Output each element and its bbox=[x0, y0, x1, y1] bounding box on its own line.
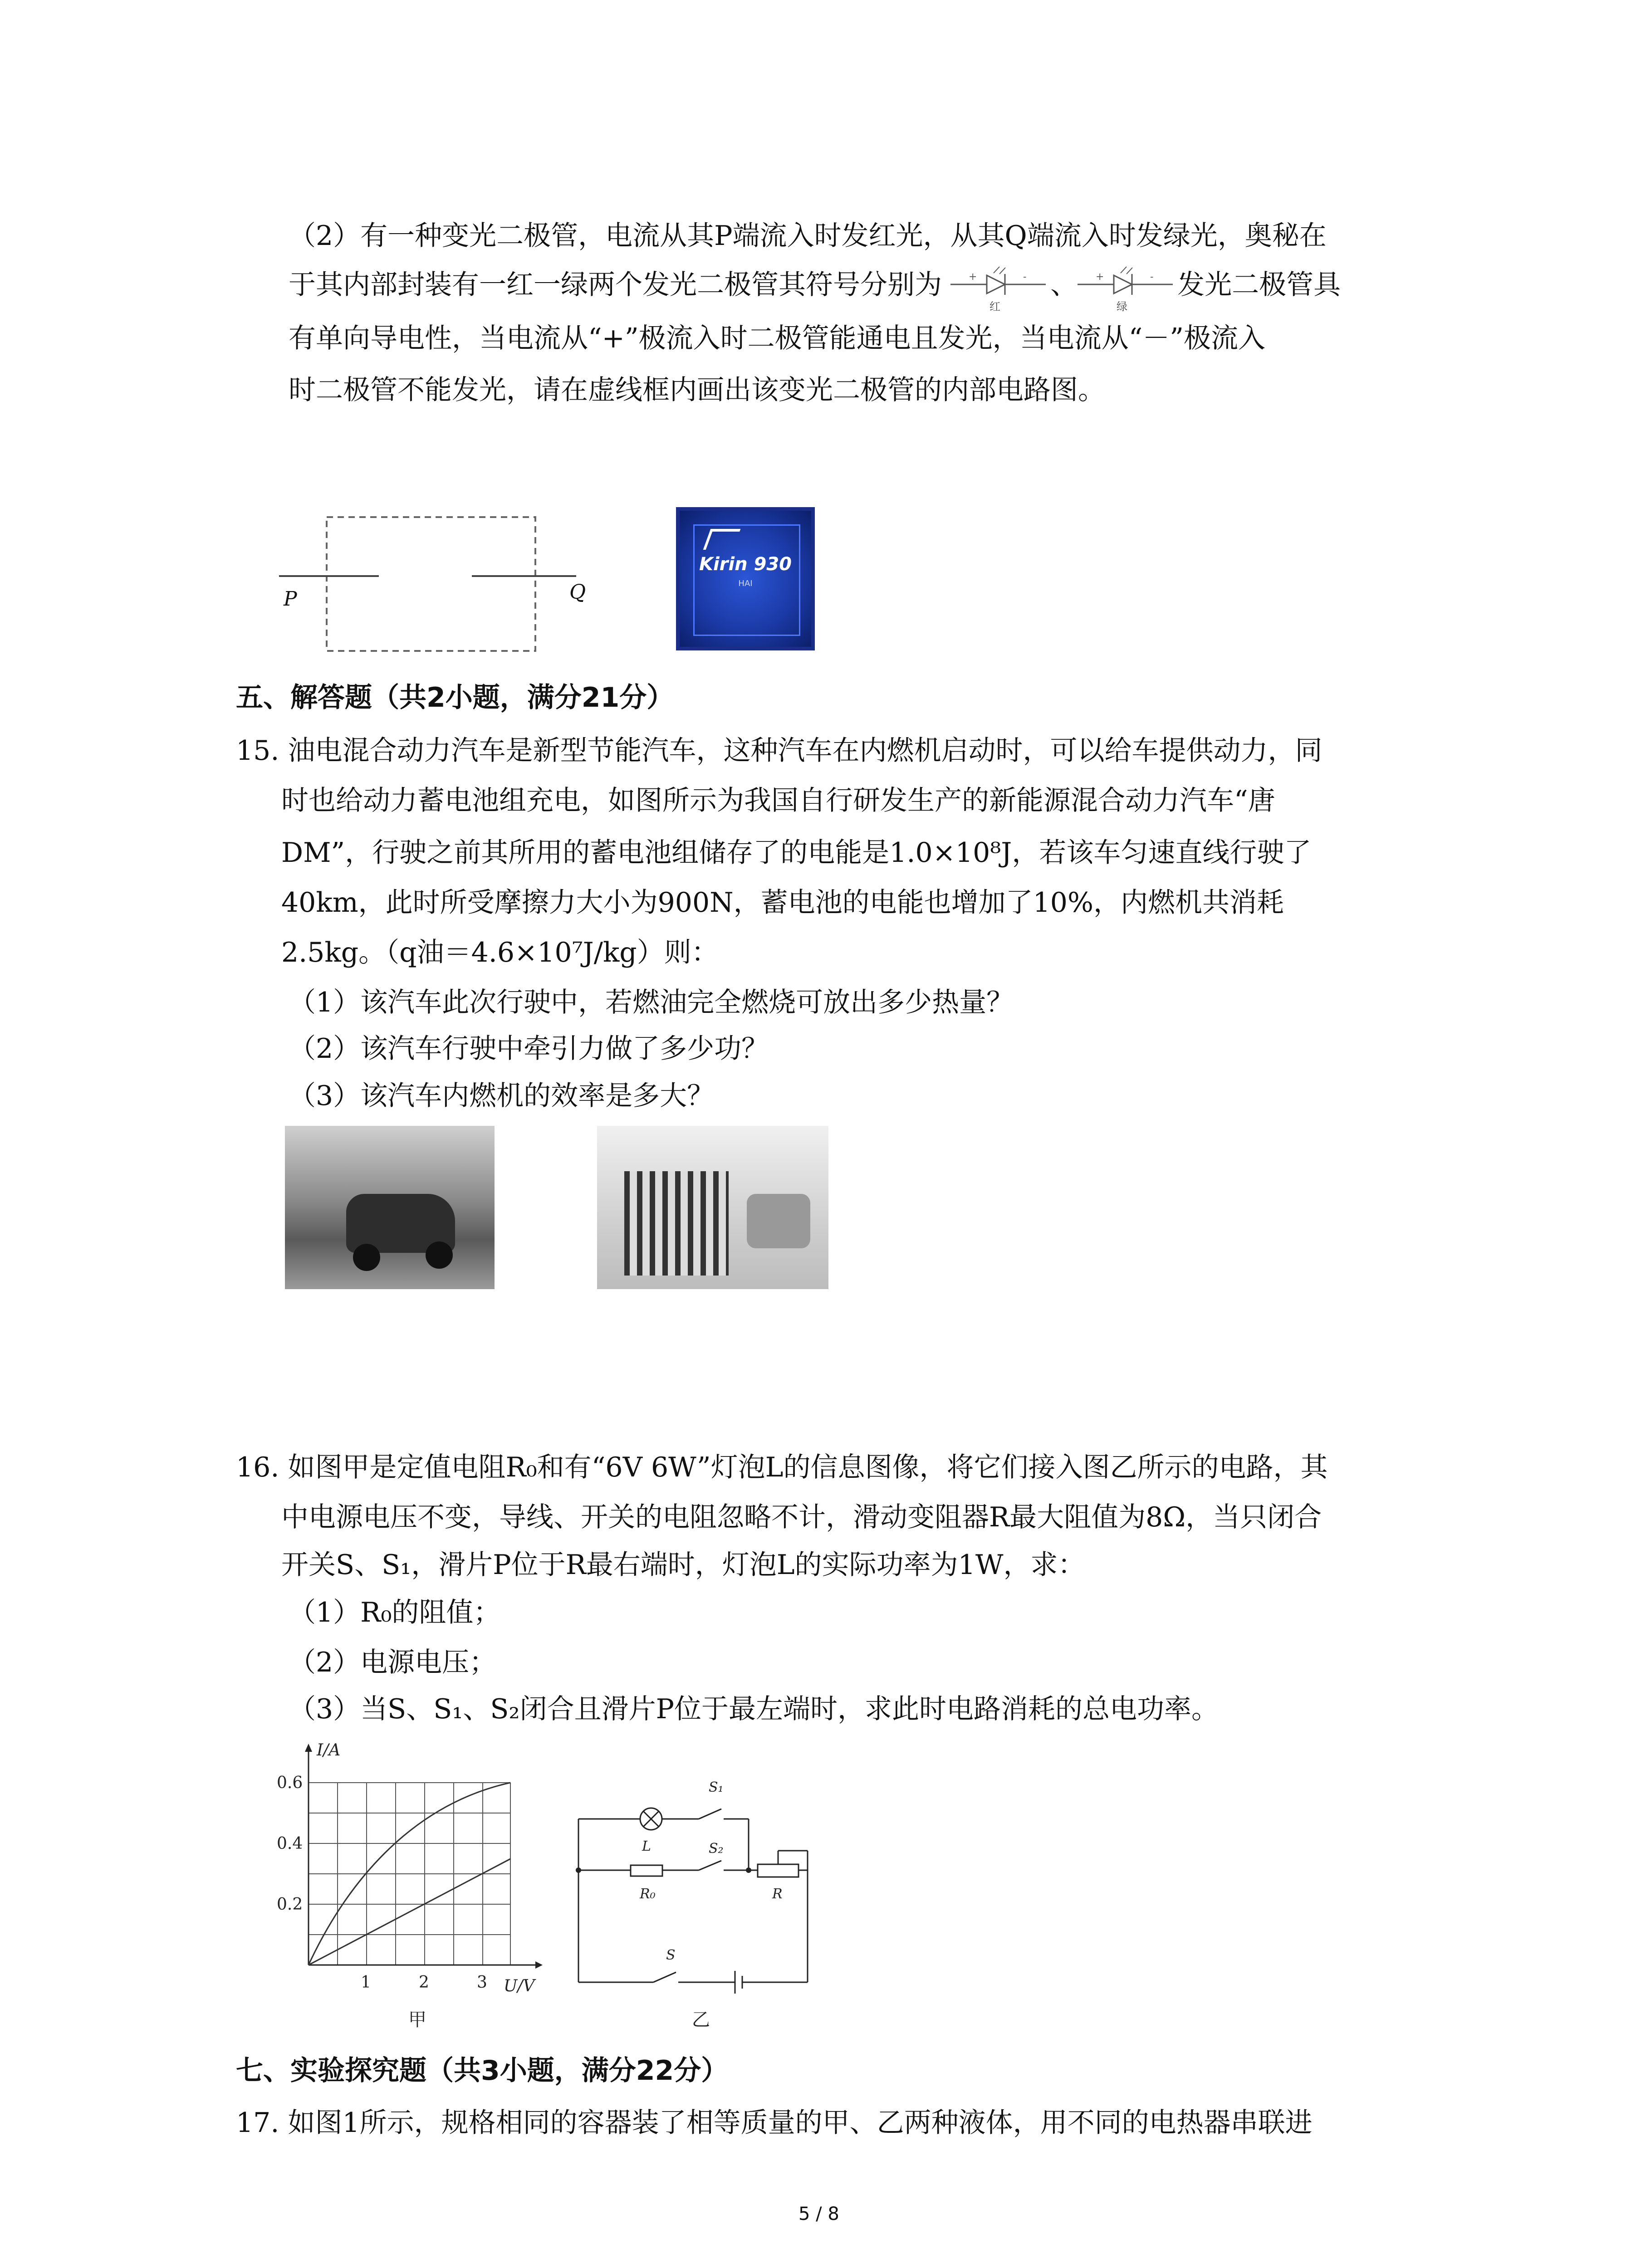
q16-part2: （2）电源电压； bbox=[289, 1647, 497, 1678]
q15-line2: 时也给动力蓄电池组充电，如图所示为我国自行研发生产的新能源混合动力汽车“唐 bbox=[281, 785, 1275, 816]
q15-line3: DM”，行驶之前其所用的蓄电池组储存了的电能是1.0×10⁸J，若该车匀速直线行驶了 bbox=[281, 837, 1312, 869]
svg-text:-: - bbox=[1150, 271, 1154, 283]
ytick-0.4: 0.4 bbox=[277, 1834, 303, 1853]
rheostat-r bbox=[758, 1864, 798, 1877]
q14-part2-line2-text: 于其内部封装有一红一绿两个发光二极管其符号分别为 bbox=[289, 269, 942, 301]
graph-ylabel: I/A bbox=[317, 1741, 341, 1760]
q15-line5: 2.5kg。（q油＝4.6×10⁷J/kg）则： bbox=[281, 937, 719, 968]
q15-part2: （2）该汽车行驶中牵引力做了多少功？ bbox=[289, 1033, 769, 1065]
q15-part1: （1）该汽车此次行驶中，若燃油完全燃烧可放出多少热量？ bbox=[289, 987, 1014, 1018]
xtick-2: 2 bbox=[419, 1973, 429, 1992]
q14-part2-line1: （2）有一种变光二极管，电流从其P端流入时发红光，从其Q端流入时发绿光，奥秘在 bbox=[289, 220, 1327, 252]
svg-text:-: - bbox=[1023, 271, 1027, 283]
dashed-box bbox=[327, 517, 535, 651]
q14-part2-line2-end: 发光二极管具 bbox=[1177, 269, 1341, 301]
section7-heading: 七、实验探究题（共3小题，满分22分） bbox=[236, 2055, 729, 2087]
graph-xlabel: U/V bbox=[504, 1977, 535, 1995]
q15-line1: 15. 油电混合动力汽车是新型节能汽车，这种汽车在内燃机启动时，可以给车提供动力，同 bbox=[236, 735, 1323, 767]
svg-text:+: + bbox=[1096, 271, 1104, 283]
q14-part2-line3: 有单向导电性，当电流从“+”极流入时二极管能通电且发光，当电流从“－”极流入 bbox=[289, 323, 1265, 354]
red-diode-symbol bbox=[950, 269, 1050, 313]
switch-s2 bbox=[699, 1861, 721, 1870]
green-diode-symbol bbox=[1078, 269, 1177, 313]
circuit-yi bbox=[567, 1765, 848, 2037]
svg-text:+: + bbox=[969, 271, 977, 283]
q14-part2-line2 bbox=[289, 267, 1341, 313]
circuit-caption: 乙 bbox=[692, 2009, 710, 2030]
label-s2: S₂ bbox=[709, 1841, 724, 1857]
switch-s bbox=[653, 1972, 676, 1982]
label-r: R bbox=[772, 1886, 783, 1902]
car-photo-1 bbox=[285, 1126, 495, 1289]
q16-part1: （1）R₀的阻值； bbox=[289, 1597, 501, 1628]
resistor-r0 bbox=[631, 1865, 662, 1876]
section5-heading: 五、解答题（共2小题，满分21分） bbox=[236, 682, 674, 714]
chip-sub: HAI bbox=[738, 579, 753, 588]
q16-line3: 开关S、S₁，滑片P位于R最右端时，灯泡L的实际功率为1W，求： bbox=[281, 1549, 1085, 1581]
graph-jia bbox=[263, 1737, 563, 2032]
kirin-chip-image bbox=[676, 507, 815, 650]
terminal-q: Q bbox=[569, 581, 586, 604]
ytick-0.2: 0.2 bbox=[277, 1895, 303, 1914]
q16-part3: （3）当S、S₁、S₂闭合且滑片P位于最左端时，求此时电路消耗的总电功率。 bbox=[289, 1693, 1219, 1725]
label-r0: R₀ bbox=[640, 1886, 656, 1902]
q16-line2: 中电源电压不变，导线、开关的电阻忽略不计，滑动变阻器R最大阻值为8Ω，当只闭合 bbox=[281, 1501, 1322, 1533]
q15-part3: （3）该汽车内燃机的效率是多大？ bbox=[289, 1080, 715, 1112]
page-number: 5 / 8 bbox=[798, 2204, 839, 2224]
ytick-0.6: 0.6 bbox=[277, 1774, 303, 1792]
q16-line1: 16. 如图甲是定值电阻R₀和有“6V 6W”灯泡L的信息图像，将它们接入图乙所示的电路，其 bbox=[236, 1452, 1328, 1483]
label-s: S bbox=[666, 1947, 676, 1963]
label-l: L bbox=[642, 1838, 651, 1854]
xtick-1: 1 bbox=[361, 1973, 371, 1992]
red-label: 红 bbox=[989, 300, 1001, 313]
terminal-p: P bbox=[284, 587, 297, 611]
dashed-box-figure bbox=[272, 508, 590, 662]
q14-part2-line4: 时二极管不能发光，请在虚线框内画出该变光二极管的内部电路图。 bbox=[289, 374, 1105, 406]
car-photo-2 bbox=[597, 1126, 828, 1289]
switch-s1 bbox=[699, 1809, 721, 1819]
chip-label: Kirin 930 bbox=[699, 554, 792, 575]
xtick-3: 3 bbox=[477, 1973, 487, 1992]
resistor-line bbox=[309, 1859, 510, 1965]
label-s1: S₁ bbox=[709, 1779, 724, 1795]
graph-grid bbox=[309, 1783, 510, 1965]
q14-part2-sep: 、 bbox=[1050, 269, 1078, 301]
q17-line1: 17. 如图1所示，规格相同的容器装了相等质量的甲、乙两种液体，用不同的电热器串联进 bbox=[236, 2107, 1313, 2139]
green-label: 绿 bbox=[1117, 300, 1128, 313]
graph-caption: 甲 bbox=[408, 2009, 426, 2030]
q15-line4: 40km，此时所受摩擦力大小为900N，蓄电池的电能也增加了10%，内燃机共消耗 bbox=[281, 887, 1284, 919]
